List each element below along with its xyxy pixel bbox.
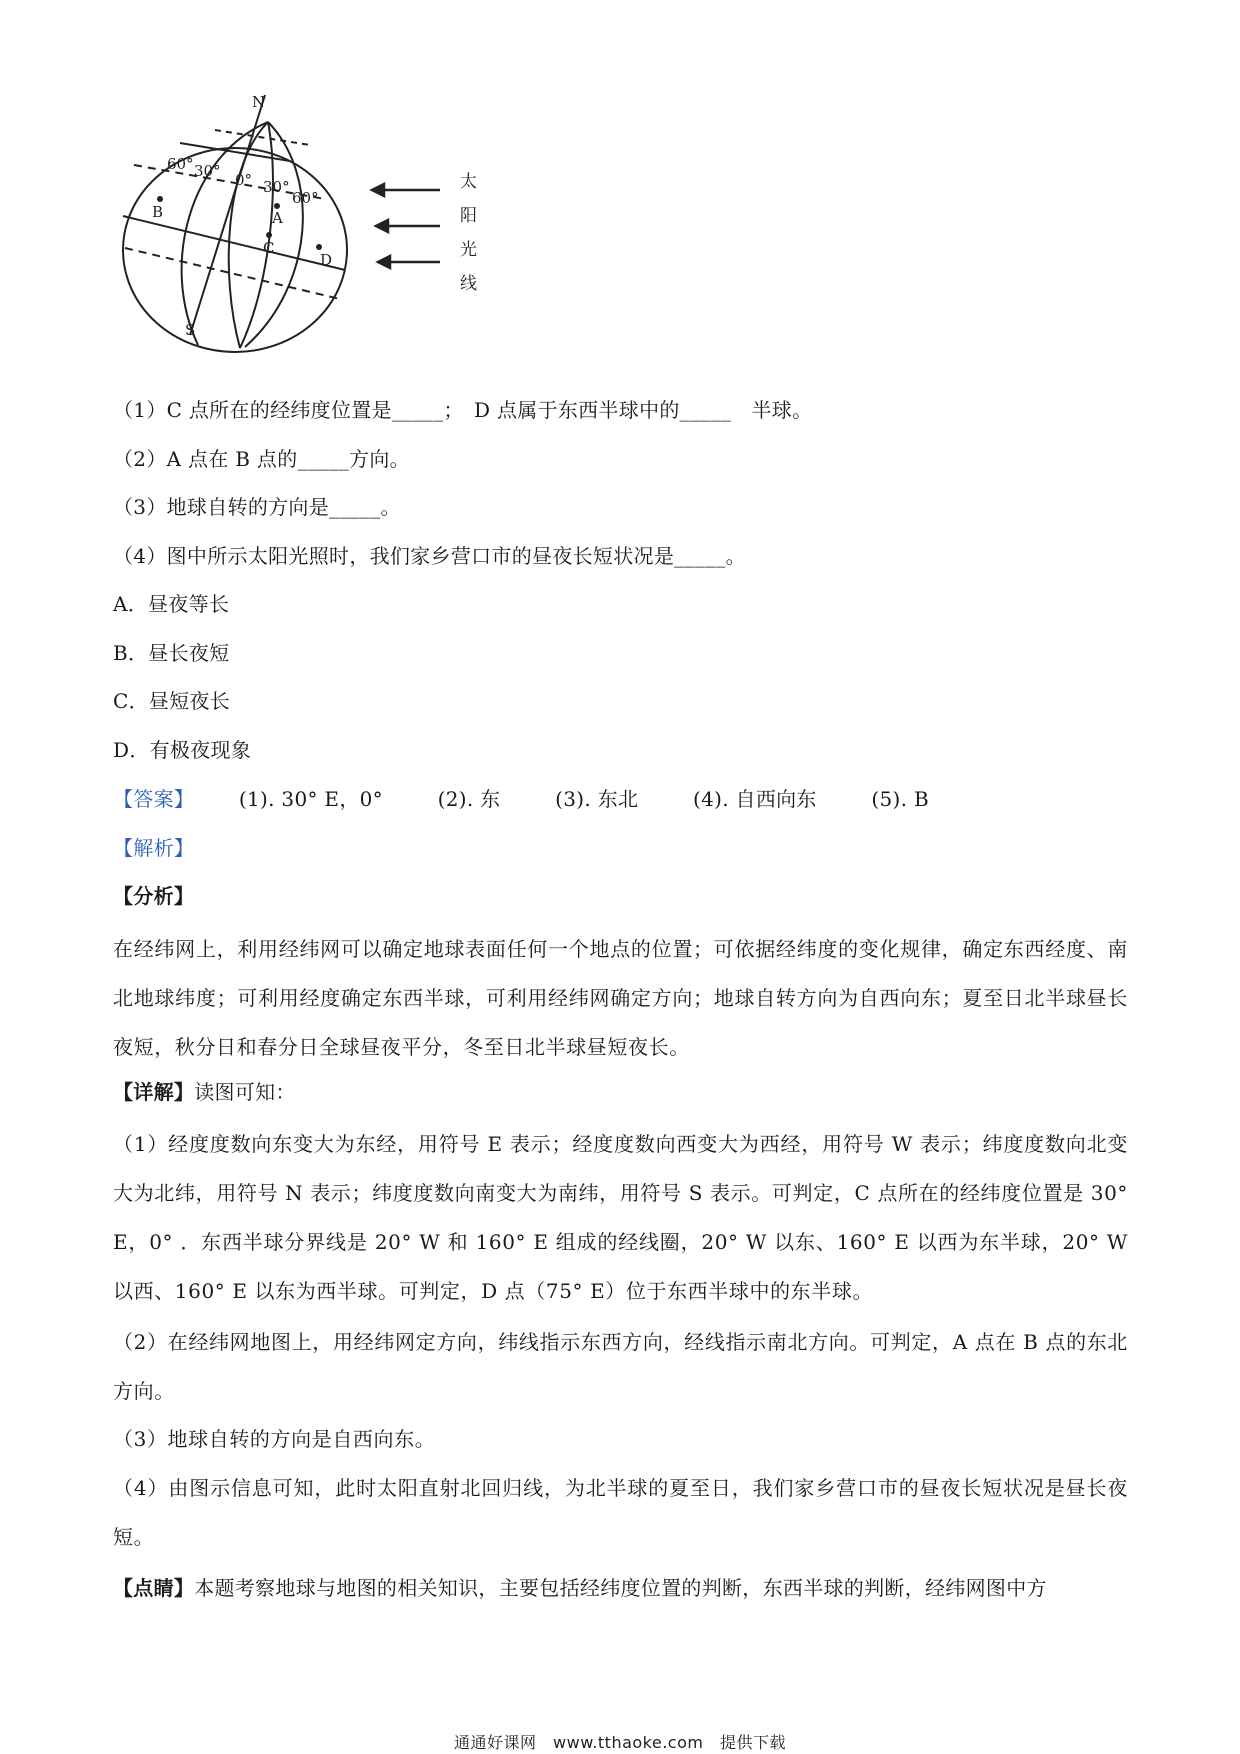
lat-60-right: 60° (292, 189, 319, 207)
fenxi-label: 【分析】 (113, 884, 195, 908)
xiangjie-row (113, 1077, 296, 1107)
dianjing-text: 本题考察地球与地图的相关知识，主要包括经纬度位置的判断，东西半球的判断，经纬网图中方 (194, 1576, 1047, 1600)
sun-label-1: 太 (460, 172, 477, 192)
option-c: C．昼短夜长 (113, 689, 231, 713)
xiangjie-label: 【详解】 (113, 1080, 195, 1104)
detail-paragraph-2: （2）在经纬网地图上，用经纬网定方向，纬线指示东西方向，经线指示南北方向。可判定，A 点在 B 点的东北方向。 (113, 1330, 1128, 1403)
option-a: A．昼夜等长 (113, 592, 230, 616)
question-4: （4）图中所示太阳光照时，我们家乡营口市的昼夜长短状况是_____。 (113, 544, 746, 568)
lat-60-left: 60° (167, 155, 194, 173)
lat-30-right: 30° (263, 178, 290, 196)
equator-line (123, 216, 345, 270)
dianjing-row (113, 1573, 1047, 1603)
globe-diagram (120, 95, 570, 385)
xiangjie-intro: 读图可知： (194, 1080, 296, 1104)
sun-label-3: 光 (460, 240, 477, 260)
point-b (157, 196, 163, 202)
point-c (266, 232, 272, 238)
south-label: S (185, 321, 196, 339)
point-a-label: A (272, 209, 283, 227)
sun-label-2: 阳 (460, 206, 477, 226)
answer-item: (2). 东 (437, 787, 501, 811)
lat-30-left: 30° (194, 162, 221, 180)
jiexi-label: 【解析】 (113, 836, 195, 860)
answer-label: 【答案】 (113, 787, 195, 811)
question-1: （1）C 点所在的经纬度位置是_____； D 点属于东西半球中的_____ 半球。 (113, 398, 813, 422)
point-c-label: C (263, 239, 275, 257)
detail-paragraph-3: （3）地球自转的方向是自西向东。 (113, 1427, 436, 1451)
answer-item: (3). 东北 (555, 787, 639, 811)
point-b-label: B (152, 203, 164, 221)
page-footer: 通通好课网 www.tthaoke.com 提供下载 (454, 1733, 786, 1752)
answer-item: (5). B (871, 787, 929, 811)
detail-paragraph-1: （1）经度度数向东变大为东经，用符号 E 表示；经度度数向西变大为西经，用符号 W 表示；纬度度数向北变大为北纬，用符号 N 表示；纬度度数向南变大为南纬，用符号 S 表示。可判定，C 点所在的经纬度位置是 30° E，0° ．东西半球分界线是 20° W 和 160° E 组成的经线圈，20° W 以东、160° E 以西为东半球，20° W 以西、160° E 以东为西半球。可判定，D 点（75° E）位于东西半球中的东半球。 (113, 1132, 1128, 1303)
detail-paragraph-4: （4）由图示信息可知，此时太阳直射北回归线，为北半球的夏至日，我们家乡营口市的昼夜长短状况是昼长夜短。 (113, 1476, 1128, 1549)
option-d: D．有极夜现象 (113, 738, 252, 762)
question-2: （2）A 点在 B 点的_____方向。 (113, 447, 410, 471)
north-label: N (252, 95, 266, 111)
answer-item: (4). 自西向东 (692, 787, 817, 811)
dianjing-label: 【点睛】 (113, 1576, 195, 1600)
zero-label: 0° (235, 171, 253, 189)
sun-label-4: 线 (460, 274, 477, 294)
question-3: （3）地球自转的方向是_____。 (113, 495, 401, 519)
option-b: B．昼长夜短 (113, 641, 230, 665)
point-d-label: D (320, 251, 333, 269)
answer-item: (1). 30° E，0° (238, 787, 383, 811)
point-d (316, 244, 322, 250)
fenxi-text: 在经纬网上，利用经纬网可以确定地球表面任何一个地点的位置；可依据经纬度的变化规律，确定东西经度、南北地球纬度；可利用经度确定东西半球，可利用经纬网确定方向；地球自转方向为自西向东；夏至日北半球昼长夜短，秋分日和春分日全球昼夜平分，冬至日北半球昼短夜长。 (113, 937, 1128, 1059)
answer-row (113, 784, 977, 814)
